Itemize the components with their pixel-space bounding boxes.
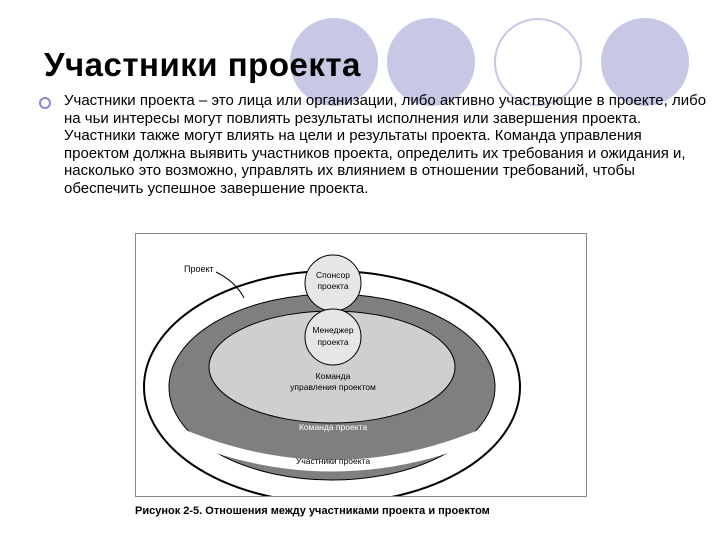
sponsor-label-line2: проекта: [317, 281, 349, 291]
project-team-label: Команда проекта: [298, 422, 368, 432]
figure-frame: [135, 233, 587, 497]
sponsor-label-line1: Спонсор: [316, 270, 350, 280]
manager-label-line2: проекта: [317, 337, 349, 347]
mgmt-team-label-line2: управления проектом: [290, 382, 376, 392]
stakeholder-diagram: [136, 234, 586, 496]
slide-title: Участники проекта: [44, 46, 361, 83]
figure-caption: Рисунок 2-5. Отношения между участниками проекта и проектом: [135, 505, 490, 517]
slide-body-text: Участники проекта – это лица или организации, либо активно участвующие в проекте, либо на чьи интересы могут повлиять результаты исполнения или завершения проекта. Участники также могут влиять на цели и результаты проекта. Команда управления проектом должна выявить участников проекта, определить их требования и ожидания и, насколько это возможно, управлять их влиянием в отношении требований, чтобы обеспечить успешное завершение проекта.: [64, 92, 707, 197]
bullet-icon: [39, 97, 51, 109]
mgmt-team-label-line1: Команда: [315, 371, 351, 381]
manager-label-line1: Менеджер: [312, 325, 354, 335]
project-label: Проект: [184, 264, 214, 274]
stakeholders-label: Участники проекта: [295, 456, 371, 466]
